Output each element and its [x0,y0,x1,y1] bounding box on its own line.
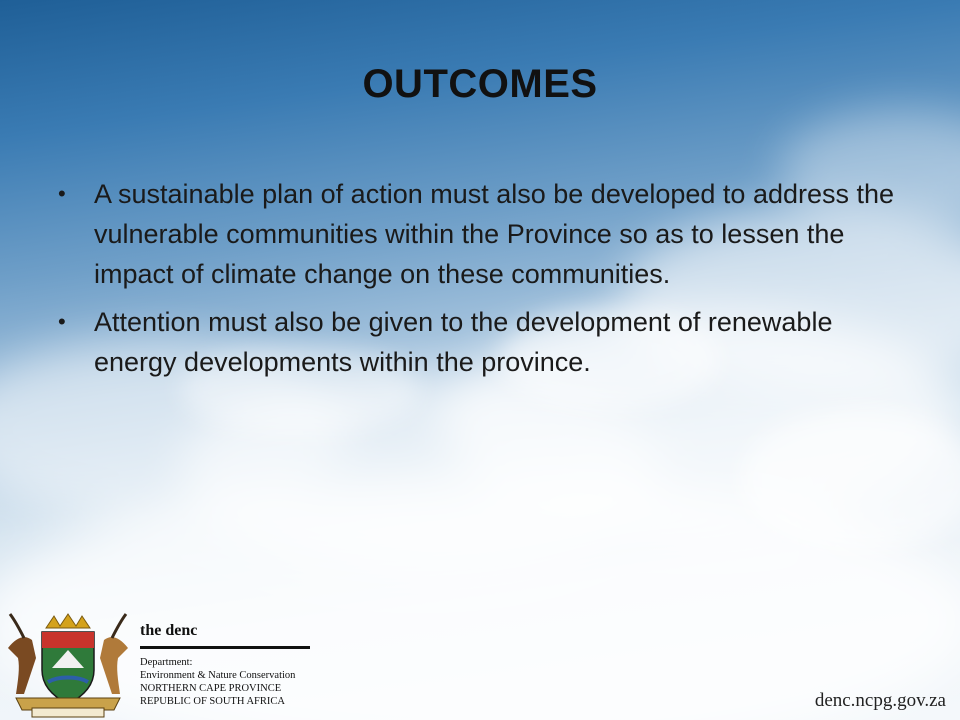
divider [140,646,310,649]
department-brand: the denc [140,622,198,639]
bullet-item [58,174,918,294]
bullet-item [58,302,918,382]
department-line: NORTHERN CAPE PROVINCE [140,683,282,694]
bullet-text: Attention must also be given to the development of renewable energy developments within the province. [94,307,833,377]
bullet-text: A sustainable plan of action must also be developed to address the vulnerable communities within the Province so as to lessen the impact of climate change on these communities. [94,179,895,289]
department-line: REPUBLIC OF SOUTH AFRICA [140,696,285,707]
slide-title: OUTCOMES [362,62,598,106]
department-block [140,622,310,708]
coat-of-arms-icon [2,608,134,720]
bullet-list [58,174,918,390]
bullet-dot-icon: • [58,309,66,334]
department-line: Department: [140,657,193,668]
department-line: Environment & Nature Conservation [140,670,296,681]
website-url: denc.ncpg.gov.za [814,690,946,711]
bullet-dot-icon: • [58,181,66,206]
